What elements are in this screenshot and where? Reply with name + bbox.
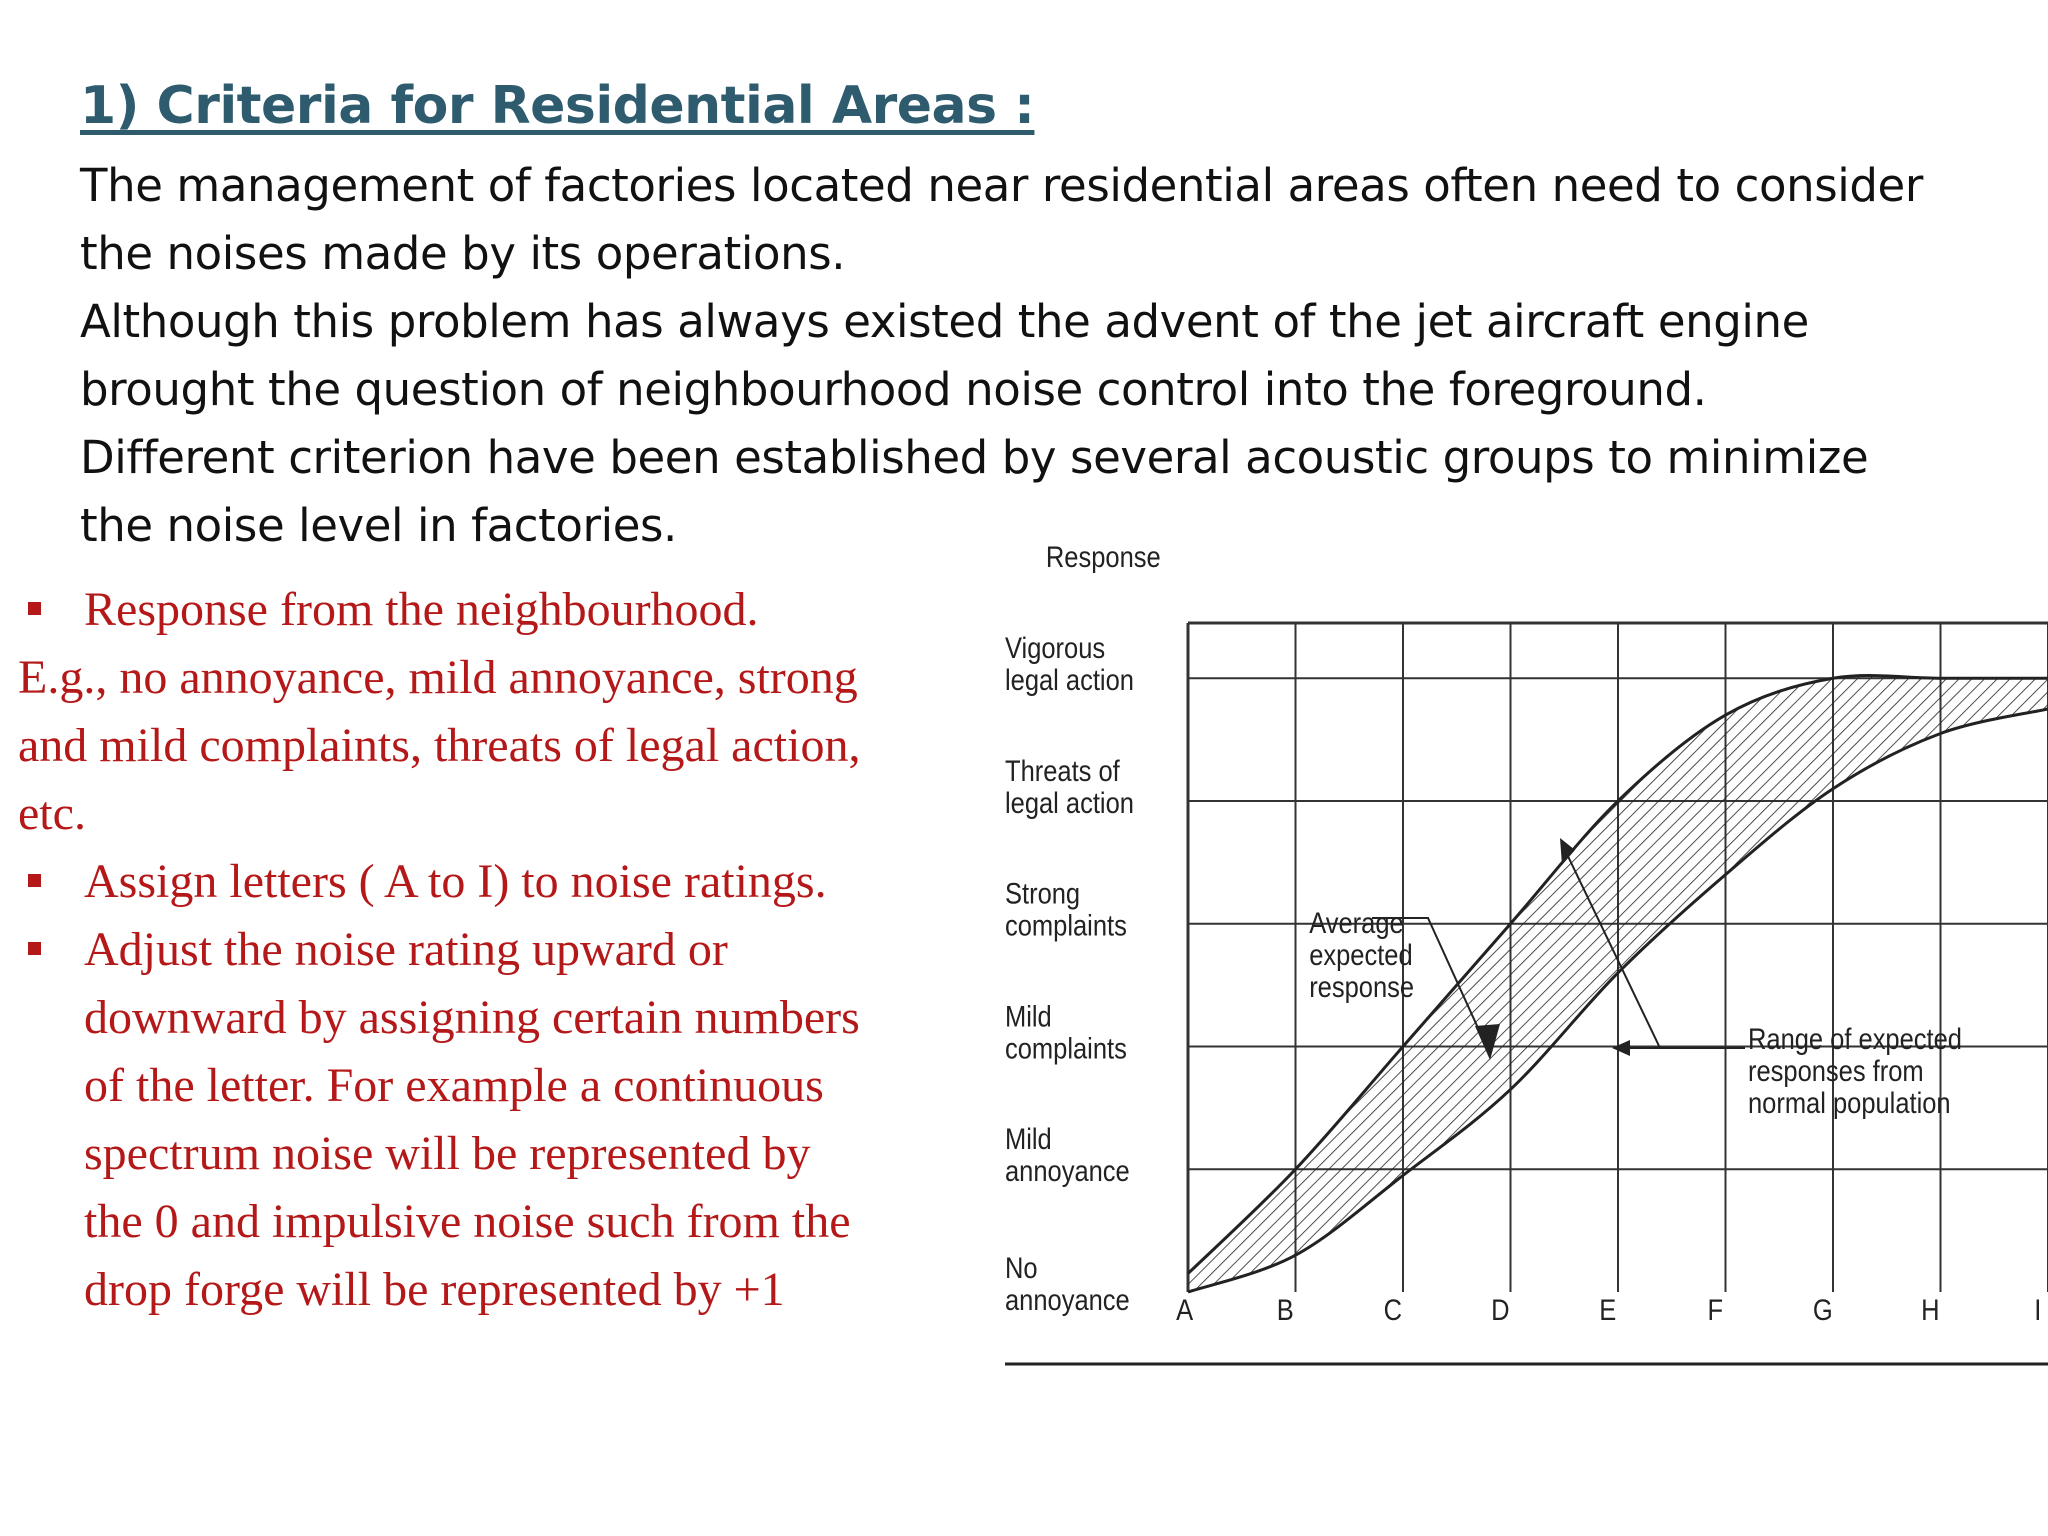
y-level-label: [1005, 1122, 1130, 1187]
y-level-label: [1005, 1000, 1127, 1065]
square-bullet-icon: [28, 874, 41, 887]
square-bullet-icon: [28, 942, 41, 955]
y-level-label: [1005, 877, 1127, 942]
slide-title: 1) Criteria for Residential Areas :: [80, 76, 1035, 136]
x-tick-label: D: [1491, 1293, 1510, 1327]
y-level-label-line: complaints: [1005, 1031, 1127, 1065]
bullet-continuation: and mild complaints, threats of legal action,: [18, 719, 861, 772]
x-tick-label: H: [1921, 1293, 1940, 1327]
range-arrowhead-lower: [1612, 1040, 1630, 1056]
bullet-text: Adjust the noise rating upward or: [84, 923, 728, 976]
y-level-label-line: annoyance: [1005, 1283, 1130, 1317]
bullet-continuation: the 0 and impulsive noise such from the: [84, 1195, 851, 1248]
x-tick-label: G: [1812, 1293, 1833, 1327]
x-tick-label: B: [1276, 1293, 1294, 1327]
y-level-label-line: Strong: [1005, 876, 1081, 911]
y-level-label: [1005, 1251, 1130, 1316]
intro-line: Different criterion have been established by several acoustic groups to minimize: [80, 431, 1869, 484]
y-level-label-line: No: [1005, 1251, 1038, 1285]
annotation-line: responses from: [1748, 1054, 1924, 1088]
bullet-item: [18, 576, 1018, 644]
bullet-continuation: of the letter. For example a continuous: [84, 1059, 824, 1112]
noise-response-chart: [1000, 530, 2048, 1380]
y-axis-title: Response: [1045, 540, 1161, 574]
y-level-label-line: Threats of: [1005, 754, 1120, 788]
annotation-average-label: [1309, 906, 1414, 1003]
intro-line: brought the question of neighbourhood noise control into the foreground.: [80, 363, 1707, 416]
y-level-label-line: legal action: [1005, 786, 1134, 820]
bullet-item: [18, 848, 1018, 916]
annotation-line: normal population: [1748, 1086, 1951, 1120]
annotation-line: Range of expected: [1748, 1022, 1962, 1056]
bullet-list: [18, 576, 1018, 1324]
annotation-line: Average: [1309, 906, 1404, 940]
bullet-text: Assign letters ( A to I) to noise ratings.: [84, 855, 827, 908]
y-level-label-line: complaints: [1005, 908, 1127, 943]
intro-line: Although this problem has always existed the advent of the jet aircraft engine: [80, 295, 1809, 348]
intro-line: the noise level in factories.: [80, 499, 677, 552]
bullet-continuation: spectrum noise will be represented by: [84, 1127, 811, 1180]
x-tick-label: C: [1383, 1293, 1403, 1327]
y-level-label-line: legal action: [1005, 663, 1134, 697]
x-tick-label: A: [1176, 1293, 1194, 1327]
bullet-continuation: downward by assigning certain numbers: [84, 991, 860, 1044]
bullet-continuation: drop forge will be represented by +1: [84, 1263, 785, 1316]
y-level-label: [1005, 754, 1134, 819]
intro-text: [80, 152, 2030, 560]
annotation-line: response: [1309, 970, 1415, 1004]
x-tick-label: F: [1707, 1293, 1724, 1327]
y-level-label-line: Mild: [1005, 1122, 1052, 1156]
bullet-continuation: E.g., no annoyance, mild annoyance, strong: [18, 651, 858, 704]
intro-line: the noises made by its operations.: [80, 227, 846, 280]
bullet-text: Response from the neighbourhood.: [84, 583, 759, 636]
x-tick-label: I: [2034, 1293, 2042, 1327]
y-level-label-line: Mild: [1005, 999, 1052, 1033]
y-level-label-line: Vigorous: [1005, 631, 1106, 665]
y-level-labels: [1005, 631, 1134, 1316]
bullet-continuation: etc.: [18, 787, 86, 840]
square-bullet-icon: [28, 602, 41, 615]
annotation-line: expected: [1309, 938, 1413, 972]
intro-line: The management of factories located near residential areas often need to consider: [80, 159, 1923, 212]
x-tick-label: E: [1599, 1293, 1617, 1327]
x-tick-labels: [1176, 1293, 2041, 1326]
bullet-item: [18, 916, 1018, 984]
y-level-label-line: annoyance: [1005, 1154, 1130, 1188]
annotation-range-label: [1748, 1022, 1962, 1119]
y-level-label: [1005, 631, 1134, 696]
